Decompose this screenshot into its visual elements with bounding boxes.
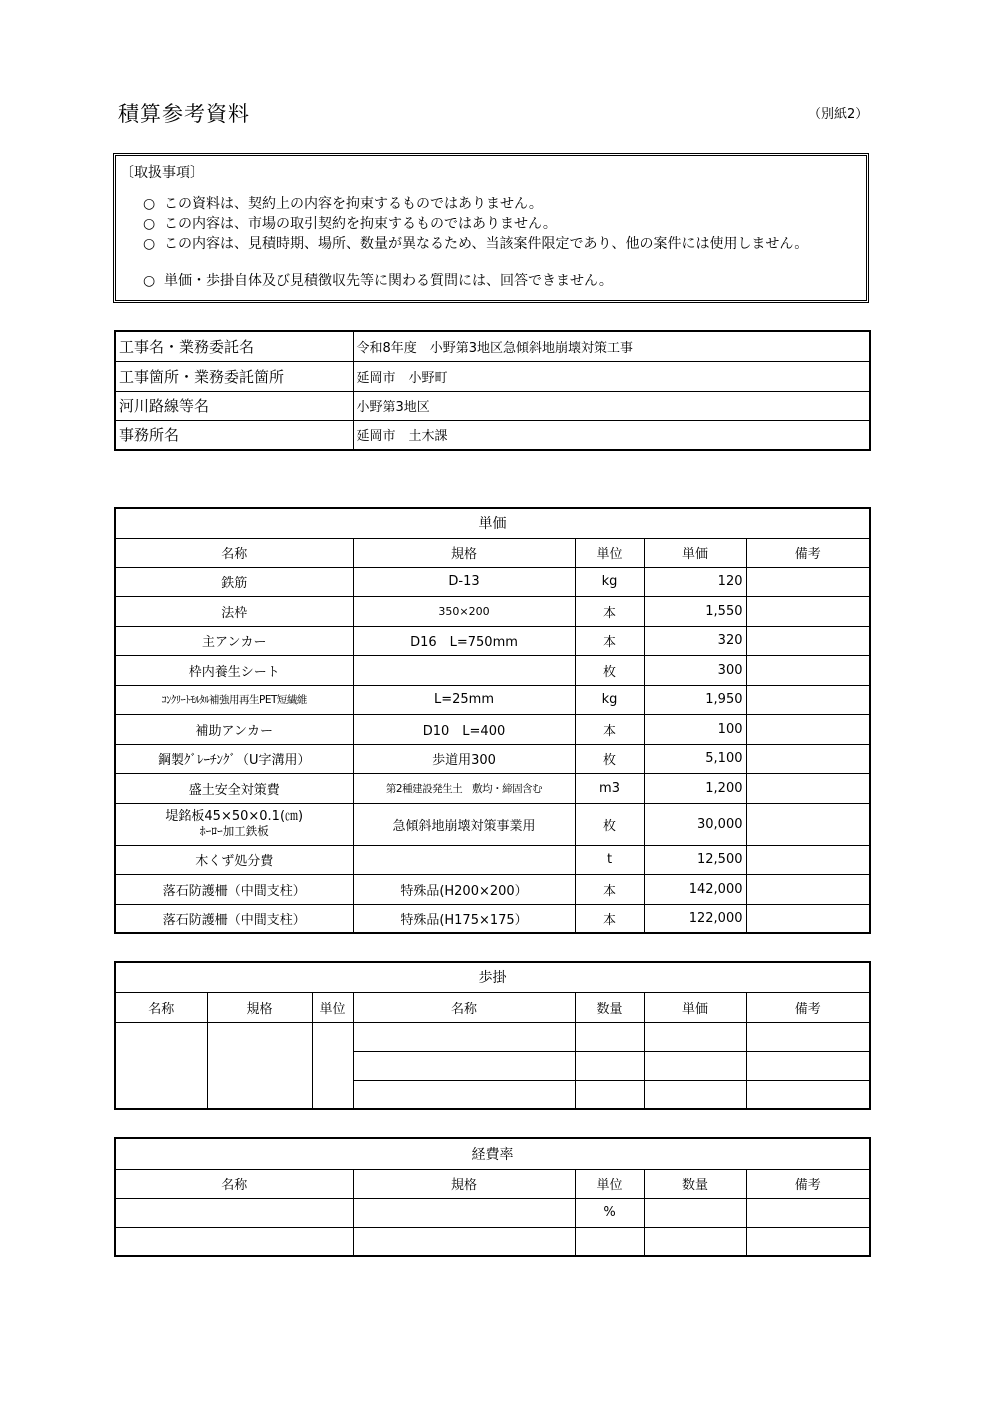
item-name: 枠内養生シート	[115, 655, 353, 685]
labor-cell-empty	[353, 1022, 575, 1051]
table-header-row	[115, 1169, 870, 1198]
note-text: この資料は、契約上の内容を拘束するものではありません。	[164, 196, 543, 212]
labor-cell-empty	[575, 1080, 644, 1109]
labor-cell-empty	[575, 1022, 644, 1051]
circle-bullet-icon: ○	[143, 236, 156, 252]
item-unit: 本	[575, 714, 644, 744]
item-note	[746, 845, 870, 874]
item-unit: 枚	[575, 655, 644, 685]
note-item	[143, 215, 863, 233]
item-unit: 枚	[575, 744, 644, 773]
table-title-row	[115, 962, 870, 992]
labor-cell-empty	[207, 1022, 312, 1109]
item-name: 補助アンカー	[115, 714, 353, 744]
table-row	[115, 803, 870, 845]
overhead-unit: %	[575, 1198, 644, 1227]
attachment-label: （別紙2）	[808, 107, 869, 122]
labor-cell-empty	[115, 1022, 207, 1109]
labor-cell-empty	[746, 1051, 870, 1080]
table-row	[115, 714, 870, 744]
item-spec	[353, 845, 575, 874]
note-text: この内容は、見積時期、場所、数量が異なるため、当該案件限定であり、他の案件には使用しません。	[164, 236, 809, 252]
item-price: 122,000	[644, 904, 746, 933]
item-spec: 第2種建設発生土 敷均・締固含む	[353, 773, 575, 803]
table-row	[115, 1022, 870, 1051]
table-row	[115, 1227, 870, 1256]
table-row	[115, 596, 870, 626]
column-header: 単価	[644, 992, 746, 1022]
table-row	[115, 845, 870, 874]
item-price: 1,200	[644, 773, 746, 803]
item-name-line2: ﾎｰﾛｰ加工鉄板	[199, 824, 269, 838]
item-name: 落石防護柵（中間支柱）	[115, 904, 353, 933]
table-row	[115, 391, 870, 420]
item-price: 30,000	[644, 803, 746, 845]
item-price: 12,500	[644, 845, 746, 874]
circle-bullet-icon: ○	[143, 196, 156, 212]
item-spec: D16 L=750mm	[353, 626, 575, 655]
project-label: 河川路線等名	[115, 391, 353, 420]
column-header: 備考	[746, 538, 870, 567]
table-row	[115, 626, 870, 655]
item-note	[746, 773, 870, 803]
item-note	[746, 714, 870, 744]
item-name: 木くず処分費	[115, 845, 353, 874]
table-title-row	[115, 508, 870, 538]
overhead-note	[746, 1198, 870, 1227]
column-header: 名称	[353, 992, 575, 1022]
item-spec: 急傾斜地崩壊対策事業用	[353, 803, 575, 845]
item-note	[746, 626, 870, 655]
item-spec: D10 L=400	[353, 714, 575, 744]
labor-cell-empty	[644, 1022, 746, 1051]
note-item	[143, 235, 863, 253]
labor-cell-empty	[644, 1080, 746, 1109]
column-header: 備考	[746, 992, 870, 1022]
labor-cell-empty	[353, 1080, 575, 1109]
item-unit: t	[575, 845, 644, 874]
item-spec: D-13	[353, 567, 575, 596]
labor-cell-empty	[746, 1022, 870, 1051]
table-row	[115, 420, 870, 450]
item-unit: 本	[575, 596, 644, 626]
project-value: 小野第3地区	[353, 391, 870, 420]
item-unit: m3	[575, 773, 644, 803]
table-row	[115, 361, 870, 391]
overhead-name	[115, 1198, 353, 1227]
labor-cell-empty	[644, 1051, 746, 1080]
item-unit: 本	[575, 626, 644, 655]
item-name: 鉄筋	[115, 567, 353, 596]
item-unit: 本	[575, 874, 644, 904]
project-label: 工事名・業務委託名	[115, 331, 353, 361]
column-header: 数量	[644, 1169, 746, 1198]
table-row	[115, 904, 870, 933]
table-header-row	[115, 992, 870, 1022]
item-note	[746, 567, 870, 596]
overhead-spec	[353, 1227, 575, 1256]
column-header: 数量	[575, 992, 644, 1022]
note-item	[143, 195, 863, 213]
project-label: 事務所名	[115, 420, 353, 450]
item-spec: 特殊品(H175×175）	[353, 904, 575, 933]
column-header: 単位	[312, 992, 353, 1022]
column-header: 名称	[115, 992, 207, 1022]
item-unit: kg	[575, 685, 644, 714]
item-note	[746, 803, 870, 845]
item-note	[746, 655, 870, 685]
overhead-note	[746, 1227, 870, 1256]
table-title-row	[115, 1138, 870, 1169]
item-price: 100	[644, 714, 746, 744]
item-name: ｺﾝｸﾘｰﾄﾓﾙﾀﾙ補強用再生PET短繊維	[115, 685, 353, 714]
labor-title: 歩掛	[115, 962, 870, 992]
item-price: 1,950	[644, 685, 746, 714]
unit-price-table	[114, 507, 871, 934]
note-text: 単価・歩掛自体及び見積徴収先等に関わる質問には、回答できません。	[164, 273, 613, 289]
table-header-row	[115, 538, 870, 567]
item-price: 5,100	[644, 744, 746, 773]
table-row	[115, 655, 870, 685]
project-info-table	[114, 330, 871, 451]
item-note	[746, 874, 870, 904]
project-value: 延岡市 小野町	[353, 361, 870, 391]
project-value: 延岡市 土木課	[353, 420, 870, 450]
labor-cell-empty	[575, 1051, 644, 1080]
item-name: 法枠	[115, 596, 353, 626]
unit-price-title: 単価	[115, 508, 870, 538]
column-header: 名称	[115, 538, 353, 567]
overhead-rate-table	[114, 1137, 871, 1257]
item-spec: L=25mm	[353, 685, 575, 714]
item-name: 鋼製ｸﾞﾚｰﾁﾝｸﾞ（U字溝用）	[115, 744, 353, 773]
circle-bullet-icon: ○	[143, 273, 156, 289]
table-row	[115, 331, 870, 361]
labor-table	[114, 961, 871, 1110]
note-item	[143, 272, 863, 290]
table-row	[115, 685, 870, 714]
item-note	[746, 596, 870, 626]
notes-heading: 〔取扱事項〕	[120, 165, 204, 181]
project-value: 令和8年度 小野第3地区急傾斜地崩壊対策工事	[353, 331, 870, 361]
table-row	[115, 744, 870, 773]
column-header: 備考	[746, 1169, 870, 1198]
item-name: 落石防護柵（中間支柱）	[115, 874, 353, 904]
item-name: 盛土安全対策費	[115, 773, 353, 803]
table-row	[115, 567, 870, 596]
item-price: 1,550	[644, 596, 746, 626]
column-header: 規格	[353, 1169, 575, 1198]
item-spec: 特殊品(H200×200）	[353, 874, 575, 904]
item-name-line1: 堤銘板45×50×0.1(㎝)	[165, 809, 304, 824]
project-label: 工事箇所・業務委託箇所	[115, 361, 353, 391]
item-price: 320	[644, 626, 746, 655]
labor-cell-empty	[312, 1022, 353, 1109]
item-price: 120	[644, 567, 746, 596]
item-spec: 350×200	[353, 596, 575, 626]
column-header: 名称	[115, 1169, 353, 1198]
overhead-unit	[575, 1227, 644, 1256]
column-header: 単位	[575, 538, 644, 567]
note-text: この内容は、市場の取引契約を拘束するものではありません。	[164, 216, 557, 232]
column-header: 規格	[353, 538, 575, 567]
item-note	[746, 904, 870, 933]
item-price: 142,000	[644, 874, 746, 904]
circle-bullet-icon: ○	[143, 216, 156, 232]
item-note	[746, 744, 870, 773]
labor-cell-empty	[353, 1051, 575, 1080]
handling-notes-box	[113, 153, 869, 303]
item-unit: kg	[575, 567, 644, 596]
document-title: 積算参考資料	[118, 102, 250, 126]
item-spec: 歩道用300	[353, 744, 575, 773]
overhead-qty	[644, 1227, 746, 1256]
item-unit: 枚	[575, 803, 644, 845]
item-price: 300	[644, 655, 746, 685]
labor-cell-empty	[746, 1080, 870, 1109]
overhead-spec	[353, 1198, 575, 1227]
column-header: 単価	[644, 538, 746, 567]
item-note	[746, 685, 870, 714]
overhead-qty	[644, 1198, 746, 1227]
item-spec	[353, 655, 575, 685]
table-row	[115, 773, 870, 803]
item-name: 主アンカー	[115, 626, 353, 655]
column-header: 規格	[207, 992, 312, 1022]
column-header: 単位	[575, 1169, 644, 1198]
item-name	[115, 803, 353, 845]
item-unit: 本	[575, 904, 644, 933]
overhead-title: 経費率	[115, 1138, 870, 1169]
overhead-name	[115, 1227, 353, 1256]
table-row	[115, 874, 870, 904]
table-row	[115, 1198, 870, 1227]
